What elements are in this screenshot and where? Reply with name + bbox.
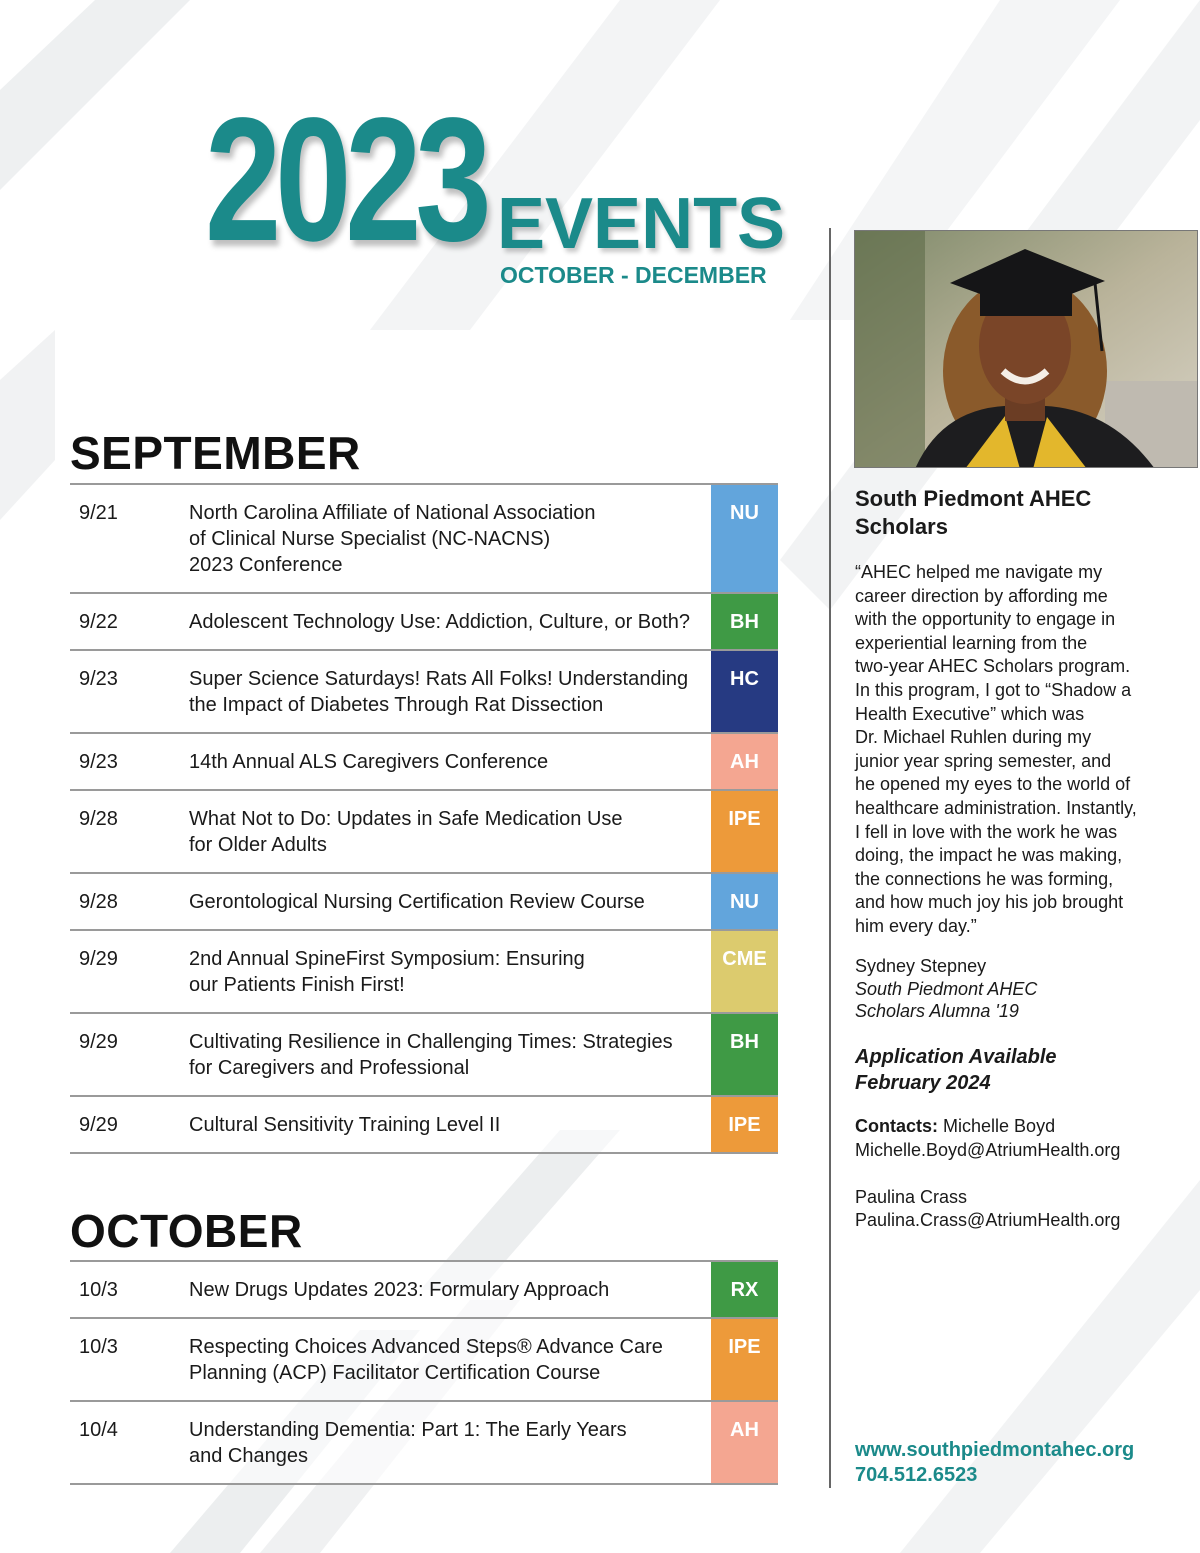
- footer-contact: [855, 1438, 1175, 1488]
- contacts-block: [855, 1115, 1175, 1233]
- event-row: [70, 485, 778, 594]
- contact-email-link[interactable]: Michelle.Boyd@AtriumHealth.org: [855, 1139, 1121, 1160]
- event-row: [70, 734, 778, 791]
- event-title: Cultivating Resilience in Challenging Times: Strategies for Caregivers and Professional: [189, 1031, 673, 1079]
- event-title: New Drugs Updates 2023: Formulary Approach: [189, 1279, 610, 1301]
- event-date: 9/21: [79, 502, 118, 524]
- phone-number[interactable]: 704.512.6523: [855, 1464, 978, 1486]
- scholar-attribution: [855, 955, 1175, 1023]
- event-date: 9/29: [79, 948, 118, 970]
- event-title: North Carolina Affiliate of National Association of Clinical Nurse Specialist (NC-NACNS) 2023 Conference: [189, 502, 596, 576]
- event-category-badge: NU: [711, 485, 778, 592]
- event-row: [70, 1319, 778, 1402]
- event-category-badge: AH: [711, 1402, 778, 1483]
- event-row: [70, 931, 778, 1014]
- contact-name: Paulina Crass: [855, 1186, 968, 1207]
- event-date: 9/29: [79, 1114, 118, 1136]
- contact-email-link[interactable]: Paulina.Crass@AtriumHealth.org: [855, 1210, 1121, 1230]
- scholars-heading: South Piedmont AHEC Scholars: [855, 486, 1092, 539]
- event-category-badge: AH: [711, 734, 778, 789]
- website-link[interactable]: www.southpiedmontahec.org: [855, 1439, 1135, 1461]
- event-date: 9/28: [79, 891, 118, 913]
- event-row: [70, 594, 778, 651]
- title-year: 2023: [205, 82, 486, 278]
- event-date: 9/22: [79, 611, 118, 633]
- event-category-badge: HC: [711, 651, 778, 732]
- scholar-photo: [854, 230, 1198, 468]
- event-category-badge: BH: [711, 594, 778, 649]
- event-row: [70, 1014, 778, 1097]
- scholar-name: Sydney Stepney: [855, 956, 987, 976]
- event-date: 9/29: [79, 1031, 118, 1053]
- event-title: Super Science Saturdays! Rats All Folks! Understanding the Impact of Diabetes Through Rat Dissection: [189, 668, 689, 716]
- month-heading-october: OCTOBER: [70, 1205, 303, 1257]
- event-title: Adolescent Technology Use: Addiction, Culture, or Both?: [189, 611, 691, 633]
- scholar-quote: “AHEC helped me navigate my career direction by affording me with the opportunity to engage in experiential learning from the two-year AHEC Scholars program. In this program, I got to “Shadow a Health Executive” which was Dr. Michael Ruhlen during my junior year spring semester, and he opened my eyes to the world of healthcare administration. Instantly, I fell in love with the work he was doing, the impact he was making, the connections he was forming, and how much joy his job brought him every day.”: [855, 562, 1137, 936]
- september-events-table: [70, 483, 778, 1154]
- october-events-table: [70, 1260, 778, 1485]
- event-row: [70, 1402, 778, 1485]
- title-date-range: OCTOBER - DECEMBER: [500, 262, 767, 288]
- title-events: EVENTS: [497, 184, 786, 264]
- application-notice: Application Available February 2024: [855, 1046, 1057, 1094]
- event-title: 14th Annual ALS Caregivers Conference: [189, 751, 549, 773]
- contacts-label: Contacts:: [855, 1116, 939, 1136]
- event-category-badge: IPE: [711, 1097, 778, 1152]
- event-row: [70, 651, 778, 734]
- sidebar-divider: [829, 228, 831, 1488]
- event-date: 9/23: [79, 668, 118, 690]
- event-date: 9/23: [79, 751, 118, 773]
- event-date: 10/4: [79, 1419, 118, 1441]
- event-title: 2nd Annual SpineFirst Symposium: Ensuring our Patients Finish First!: [189, 948, 585, 996]
- contact-name: Michelle Boyd: [943, 1116, 1056, 1136]
- event-row: [70, 874, 778, 931]
- scholar-affiliation: South Piedmont AHEC Scholars Alumna '19: [855, 978, 1038, 1021]
- event-title: Gerontological Nursing Certification Review Course: [189, 891, 645, 913]
- event-title: Cultural Sensitivity Training Level II: [189, 1114, 501, 1136]
- event-title: What Not to Do: Updates in Safe Medication Use for Older Adults: [189, 808, 623, 856]
- event-category-badge: NU: [711, 874, 778, 929]
- event-row: [70, 1262, 778, 1319]
- event-category-badge: BH: [711, 1014, 778, 1095]
- event-row: [70, 1097, 778, 1154]
- event-title: Respecting Choices Advanced Steps® Advance Care Planning (ACP) Facilitator Certification Course: [189, 1336, 663, 1384]
- event-date: 10/3: [79, 1279, 118, 1301]
- event-category-badge: CME: [711, 931, 778, 1012]
- event-title: Understanding Dementia: Part 1: The Early Years and Changes: [189, 1419, 627, 1467]
- month-heading-september: SEPTEMBER: [70, 427, 361, 479]
- event-category-badge: IPE: [711, 791, 778, 872]
- event-date: 10/3: [79, 1336, 118, 1358]
- event-category-badge: RX: [711, 1262, 778, 1317]
- event-row: [70, 791, 778, 874]
- event-category-badge: IPE: [711, 1319, 778, 1400]
- event-date: 9/28: [79, 808, 118, 830]
